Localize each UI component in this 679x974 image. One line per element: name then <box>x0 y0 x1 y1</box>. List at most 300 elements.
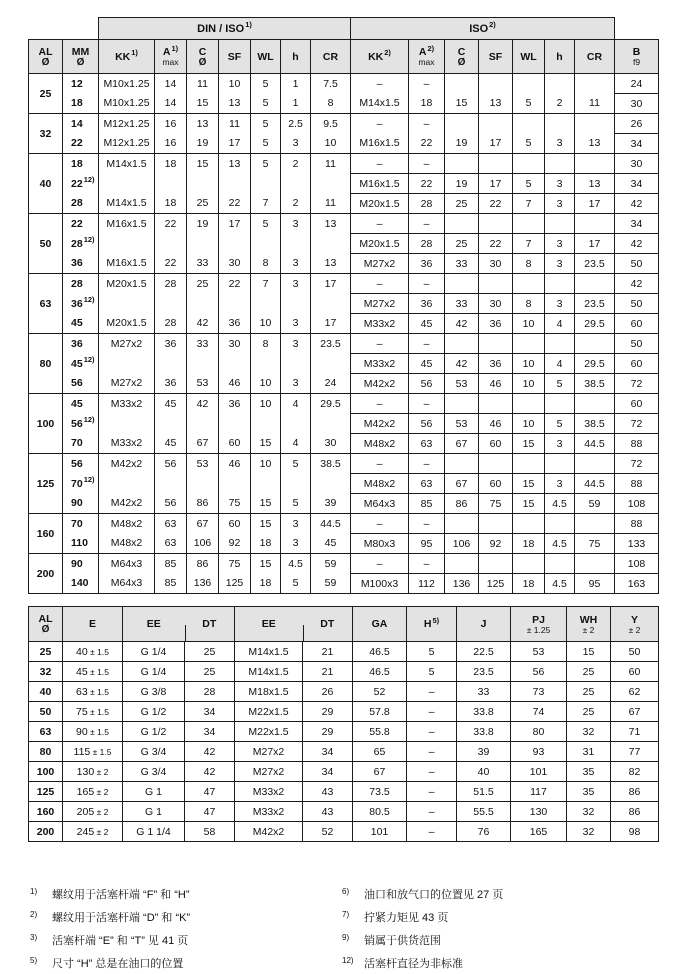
data-cell: 35 <box>567 762 611 782</box>
iso-cell <box>479 274 513 294</box>
column-header: Y ± 2 <box>611 607 659 642</box>
iso-cell: – <box>409 114 445 134</box>
data-cell: 98 <box>611 822 659 842</box>
din-cell: 3 <box>281 374 311 394</box>
table-row <box>29 434 659 454</box>
din-cell: 11 <box>187 74 219 94</box>
iso-cell: 4.5 <box>545 534 575 554</box>
data-cell: 15 <box>567 642 611 662</box>
data-cell: 93 <box>511 742 567 762</box>
iso-cell: 92 <box>479 534 513 554</box>
din-cell: 45 <box>155 394 187 414</box>
iso-cell <box>479 554 513 574</box>
data-cell: G 3/8 <box>123 682 185 702</box>
din-cell: 45 <box>311 534 351 554</box>
din-cell: 10 <box>251 314 281 334</box>
data-cell: 42 <box>185 742 235 762</box>
column-header: J <box>457 607 511 642</box>
iso-cell: 46 <box>479 414 513 434</box>
iso-cell: M27x2 <box>351 294 409 314</box>
bore-group-125 <box>29 454 659 514</box>
iso-cell: 4.5 <box>545 574 575 594</box>
iso-cell <box>479 514 513 534</box>
din-cell <box>187 234 219 254</box>
iso-cell: 3 <box>545 294 575 314</box>
iso-cell: 63 <box>409 474 445 494</box>
b-cell: 72 <box>615 454 659 474</box>
din-cell: 15 <box>251 554 281 574</box>
din-cell <box>99 234 155 254</box>
column-header: WH ± 2 <box>567 607 611 642</box>
column-header: AL Ø <box>29 607 63 642</box>
data-cell: 28 <box>185 682 235 702</box>
data-cell: 21 <box>303 662 353 682</box>
iso-cell <box>513 334 545 354</box>
din-cell <box>281 474 311 494</box>
table-row <box>29 174 659 194</box>
header-subline: ± 2 <box>628 624 641 635</box>
data-cell: – <box>407 682 457 702</box>
iso-cell: M42x2 <box>351 414 409 434</box>
bore-diameter: 40 <box>29 682 63 702</box>
bore-diameter: 160 <box>29 514 63 554</box>
din-cell: 3 <box>281 254 311 274</box>
iso-cell: 95 <box>575 574 615 594</box>
data-cell: 47 <box>185 802 235 822</box>
iso-cell: 8 <box>513 254 545 274</box>
din-cell: 63 <box>155 514 187 534</box>
bore-group-25 <box>29 74 659 114</box>
header-subline: f9 <box>632 57 641 67</box>
rod-thread-dimensions-table <box>28 17 659 594</box>
din-cell: 17 <box>311 274 351 294</box>
table2-body <box>29 642 659 842</box>
din-cell <box>155 234 187 254</box>
iso-cell <box>545 154 575 174</box>
data-cell: 67 <box>611 702 659 722</box>
superscript-marker: 1) <box>245 19 252 29</box>
data-cell: 25 <box>567 702 611 722</box>
din-cell: 1 <box>281 74 311 94</box>
din-cell: 22 <box>219 274 251 294</box>
table-row <box>29 394 659 414</box>
data-cell: 75 ± 1.5 <box>63 702 123 722</box>
din-cell: 38.5 <box>311 454 351 474</box>
data-cell: 73 <box>511 682 567 702</box>
column-header: AL Ø <box>29 40 63 74</box>
iso-cell: – <box>351 554 409 574</box>
iso-cell <box>575 334 615 354</box>
din-cell: 36 <box>219 394 251 414</box>
din-cell: M16x1.5 <box>99 214 155 234</box>
data-cell: G 3/4 <box>123 762 185 782</box>
b-cell: 72 <box>615 414 659 434</box>
footnote <box>342 882 654 905</box>
din-cell <box>187 174 219 194</box>
iso-cell: 67 <box>445 434 479 454</box>
rod-diameter: 36 <box>63 254 99 274</box>
data-cell: 29 <box>303 702 353 722</box>
data-cell: 245 ± 2 <box>63 822 123 842</box>
footnote-text: 活塞杆端 “E” 和 “T” 见 41 页 <box>52 935 189 947</box>
bore-diameter: 25 <box>29 74 63 114</box>
rod-diameter: 36 <box>63 334 99 354</box>
din-cell <box>99 294 155 314</box>
data-cell: 33.8 <box>457 722 511 742</box>
iso-cell: 42 <box>445 354 479 374</box>
header-subline: Ø <box>198 56 207 68</box>
footnote <box>30 928 342 951</box>
din-cell: 18 <box>251 534 281 554</box>
data-cell: – <box>407 782 457 802</box>
din-cell: 3 <box>281 334 311 354</box>
rod-diameter: 70$^{12)}$ <box>63 474 99 494</box>
data-cell: 205 ± 2 <box>63 802 123 822</box>
data-cell: 115 ± 1.5 <box>63 742 123 762</box>
din-cell <box>311 354 351 374</box>
table-row <box>29 234 659 254</box>
iso-cell <box>545 274 575 294</box>
din-cell: 5 <box>281 454 311 474</box>
footnote-marker: 1) <box>30 887 38 896</box>
data-cell: 26 <box>303 682 353 702</box>
data-cell: G 1/2 <box>123 702 185 722</box>
iso-cell: M20x1.5 <box>351 194 409 214</box>
din-cell: 1 <box>281 94 311 114</box>
header-subline: Ø <box>76 56 85 68</box>
iso-cell: 95 <box>409 534 445 554</box>
din-cell: 17 <box>219 134 251 154</box>
din-cell: 28 <box>155 274 187 294</box>
data-cell: 32 <box>567 822 611 842</box>
data-cell: 65 <box>353 742 407 762</box>
iso-cell: 33 <box>445 254 479 274</box>
iso-cell: M27x2 <box>351 254 409 274</box>
port-dimensions-table <box>28 606 659 842</box>
bore-group-100 <box>29 394 659 454</box>
iso-cell <box>445 114 479 134</box>
iso-cell: – <box>409 454 445 474</box>
iso-cell: 22 <box>409 134 445 154</box>
corner-blank <box>615 18 659 40</box>
footnote <box>30 951 342 974</box>
iso-cell: 5 <box>513 174 545 194</box>
iso-cell: 60 <box>479 474 513 494</box>
din-cell: M20x1.5 <box>99 274 155 294</box>
iso-cell <box>445 454 479 474</box>
iso-cell <box>479 154 513 174</box>
iso-cell <box>513 154 545 174</box>
din-cell <box>155 414 187 434</box>
din-cell: 16 <box>155 114 187 134</box>
iso-cell: 15 <box>445 94 479 114</box>
data-cell: 57.8 <box>353 702 407 722</box>
din-cell: M64x3 <box>99 554 155 574</box>
footnotes-right-column <box>342 882 654 974</box>
data-cell: M14x1.5 <box>235 662 303 682</box>
iso-cell: 59 <box>575 494 615 514</box>
b-cell: 50 <box>615 334 659 354</box>
data-cell: 86 <box>611 782 659 802</box>
iso-cell <box>445 394 479 414</box>
data-cell: 52 <box>303 822 353 842</box>
iso-cell: 15 <box>513 434 545 454</box>
b-cell: 60 <box>615 314 659 334</box>
superscript-marker: 12) <box>83 475 95 484</box>
din-cell: 4 <box>281 394 311 414</box>
data-cell: 47 <box>185 782 235 802</box>
data-cell: 46.5 <box>353 662 407 682</box>
b-cell: 60 <box>615 354 659 374</box>
tolerance-text: ± 2 <box>94 826 109 837</box>
iso-cell: 17 <box>479 174 513 194</box>
din-cell: 2.5 <box>281 114 311 134</box>
iso-cell: 13 <box>575 174 615 194</box>
iso-cell: 15 <box>513 474 545 494</box>
din-cell: 10 <box>311 134 351 154</box>
rod-diameter: 45$^{12)}$ <box>63 354 99 374</box>
data-cell: 25 <box>185 662 235 682</box>
data-cell: 86 <box>611 802 659 822</box>
din-cell: M42x2 <box>99 454 155 474</box>
din-cell <box>219 174 251 194</box>
iso-cell <box>545 454 575 474</box>
superscript-marker: 2) <box>427 43 435 53</box>
rod-diameter: 22 <box>63 134 99 154</box>
din-cell: 25 <box>187 194 219 214</box>
data-cell: 43 <box>303 782 353 802</box>
iso-cell <box>545 114 575 134</box>
iso-cell: – <box>351 454 409 474</box>
din-cell: 23.5 <box>311 334 351 354</box>
bore-diameter: 32 <box>29 662 63 682</box>
din-cell: 36 <box>155 334 187 354</box>
column-header: $H^{5)}$ <box>407 607 457 642</box>
din-cell: 19 <box>187 134 219 154</box>
footnote-text: 活塞杆直径为非标准 <box>364 958 463 970</box>
iso-cell <box>479 454 513 474</box>
din-cell: 30 <box>219 254 251 274</box>
din-cell: 17 <box>311 314 351 334</box>
table-row <box>29 74 659 94</box>
iso-cell: M48x2 <box>351 474 409 494</box>
din-cell: 15 <box>187 94 219 114</box>
data-cell: M22x1.5 <box>235 722 303 742</box>
footnote <box>30 905 342 928</box>
bore-group-40 <box>29 154 659 214</box>
iso-cell: 125 <box>479 574 513 594</box>
header-subline: max <box>418 57 435 67</box>
din-cell: 3 <box>281 514 311 534</box>
data-cell: 165 ± 2 <box>63 782 123 802</box>
iso-cell: 60 <box>479 434 513 454</box>
din-cell <box>311 234 351 254</box>
footnote-marker: 2) <box>30 910 38 919</box>
bore-diameter: 200 <box>29 822 63 842</box>
din-cell: 15 <box>251 494 281 514</box>
b-cell: 34 <box>615 174 659 194</box>
table2-header <box>29 607 659 642</box>
table-row <box>29 154 659 174</box>
iso-cell: 75 <box>575 534 615 554</box>
data-cell: M27x2 <box>235 762 303 782</box>
b-cell: 108 <box>615 554 659 574</box>
iso-cell: 3 <box>545 134 575 154</box>
din-cell: 30 <box>311 434 351 454</box>
din-cell <box>99 414 155 434</box>
footnote-marker: 6) <box>342 887 350 896</box>
bore-diameter: 63 <box>29 722 63 742</box>
column-header: MM Ø <box>63 40 99 74</box>
din-cell: 67 <box>187 434 219 454</box>
din-cell: 22 <box>155 214 187 234</box>
footnote <box>342 951 654 974</box>
din-cell: 5 <box>251 134 281 154</box>
iso-cell: 19 <box>445 134 479 154</box>
data-cell: 71 <box>611 722 659 742</box>
iso-cell: 22 <box>479 234 513 254</box>
iso-cell: – <box>409 394 445 414</box>
table-row <box>29 662 659 682</box>
data-cell: 22.5 <box>457 642 511 662</box>
iso-cell <box>445 214 479 234</box>
b-cell: 30 <box>615 154 659 174</box>
data-cell: G 1 <box>123 782 185 802</box>
iso-cell: – <box>409 334 445 354</box>
din-cell: M42x2 <box>99 494 155 514</box>
din-cell <box>311 474 351 494</box>
bore-group-80 <box>29 334 659 394</box>
data-cell: – <box>407 722 457 742</box>
iso-cell: 5 <box>545 414 575 434</box>
bore-group-160 <box>29 514 659 554</box>
data-cell: 33.8 <box>457 702 511 722</box>
din-cell: M27x2 <box>99 334 155 354</box>
column-header: h <box>545 40 575 74</box>
column-header: WL <box>513 40 545 74</box>
data-cell: M33x2 <box>235 802 303 822</box>
iso-cell: – <box>409 154 445 174</box>
footnote-text: 尺寸 “H” 总是在油口的位置 <box>52 958 184 970</box>
data-cell: – <box>407 762 457 782</box>
table-row <box>29 802 659 822</box>
din-cell: 9.5 <box>311 114 351 134</box>
iso-cell: 3 <box>545 234 575 254</box>
bore-diameter: 200 <box>29 554 63 594</box>
iso-cell: 18 <box>409 94 445 114</box>
data-cell: 60 <box>611 662 659 682</box>
tolerance-text: ± 2 <box>94 806 109 817</box>
table-row <box>29 454 659 474</box>
table-row <box>29 374 659 394</box>
data-cell: M42x2 <box>235 822 303 842</box>
iso-cell: 13 <box>575 134 615 154</box>
data-cell: M18x1.5 <box>235 682 303 702</box>
footnote-marker: 12) <box>342 956 354 965</box>
iso-cell: 22 <box>479 194 513 214</box>
iso-cell: 22 <box>409 174 445 194</box>
din-cell: 11 <box>219 114 251 134</box>
rod-diameter: 45 <box>63 394 99 414</box>
table-row <box>29 194 659 214</box>
bore-diameter: 50 <box>29 214 63 274</box>
rod-diameter: 12 <box>63 74 99 94</box>
din-cell: M20x1.5 <box>99 314 155 334</box>
data-cell: 51.5 <box>457 782 511 802</box>
din-cell: 60 <box>219 434 251 454</box>
column-header: KK$^{2)}$ <box>351 40 409 74</box>
b-cell: 42 <box>615 274 659 294</box>
iso-cell <box>513 514 545 534</box>
data-cell: 40 ± 1.5 <box>63 642 123 662</box>
din-cell: 7.5 <box>311 74 351 94</box>
data-cell: 5 <box>407 662 457 682</box>
iso-cell: M16x1.5 <box>351 134 409 154</box>
din-cell: M14x1.5 <box>99 154 155 174</box>
superscript-marker: 12) <box>83 415 95 424</box>
footnote-marker: 9) <box>342 933 350 942</box>
iso-cell: 112 <box>409 574 445 594</box>
data-cell: 32 <box>567 802 611 822</box>
header-subline: ± 1.25 <box>526 624 551 635</box>
iso-cell: – <box>351 154 409 174</box>
din-cell <box>251 174 281 194</box>
table-row <box>29 722 659 742</box>
din-cell: M10x1.25 <box>99 74 155 94</box>
rod-diameter: 45 <box>63 314 99 334</box>
din-cell: 8 <box>311 94 351 114</box>
data-cell: G 3/4 <box>123 742 185 762</box>
din-cell: M48x2 <box>99 514 155 534</box>
iso-cell: M48x2 <box>351 434 409 454</box>
table-row <box>29 514 659 534</box>
rod-diameter: 70 <box>63 514 99 534</box>
din-cell <box>187 354 219 374</box>
din-cell: 18 <box>155 154 187 174</box>
din-cell: 5 <box>251 94 281 114</box>
iso-cell: 33 <box>445 294 479 314</box>
tolerance-text: ± 1.5 <box>87 686 109 697</box>
column-header: SF <box>479 40 513 74</box>
table-row <box>29 214 659 234</box>
din-cell: 59 <box>311 574 351 594</box>
bore-diameter: 125 <box>29 454 63 514</box>
b-cell: 88 <box>615 434 659 454</box>
data-cell: 76 <box>457 822 511 842</box>
bore-group-63 <box>29 274 659 334</box>
din-cell: 16 <box>155 134 187 154</box>
iso-cell <box>445 514 479 534</box>
iso-cell: – <box>351 334 409 354</box>
footnote-marker: 5) <box>30 956 38 965</box>
din-cell: 42 <box>187 394 219 414</box>
din-cell: 10 <box>251 454 281 474</box>
iso-cell: M33x2 <box>351 354 409 374</box>
iso-cell: M20x1.5 <box>351 234 409 254</box>
data-cell: 117 <box>511 782 567 802</box>
iso-cell <box>575 154 615 174</box>
din-cell: 18 <box>251 574 281 594</box>
data-cell: 45 ± 1.5 <box>63 662 123 682</box>
iso-cell: 17 <box>479 134 513 154</box>
din-cell: 5 <box>251 74 281 94</box>
rod-diameter: 28 <box>63 194 99 214</box>
iso-cell: 8 <box>513 294 545 314</box>
din-cell: 86 <box>187 554 219 574</box>
iso-cell: 3 <box>545 174 575 194</box>
din-cell: 13 <box>219 94 251 114</box>
din-cell <box>219 354 251 374</box>
